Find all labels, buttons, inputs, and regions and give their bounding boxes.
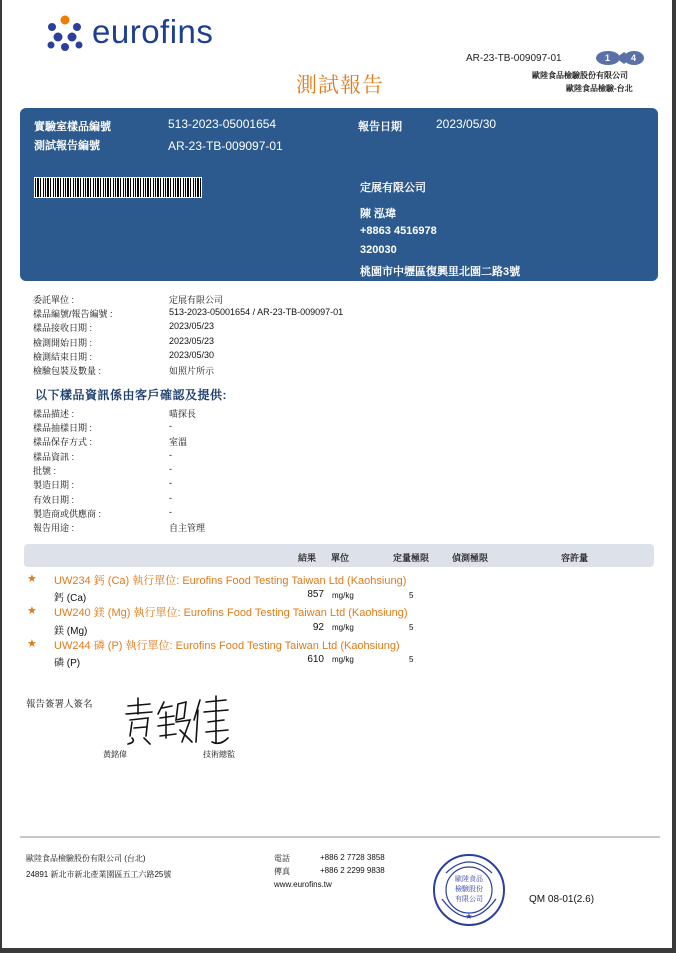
client-info-label: 有效日期 : — [33, 495, 75, 505]
result-unit: mg/kg — [332, 655, 354, 664]
report-date-label: 報告日期 — [358, 121, 402, 133]
page-total: 4 — [631, 53, 637, 63]
company-line2: 歐陸食品檢驗-台北 — [566, 84, 633, 93]
report-date-value: 2023/05/30 — [436, 117, 497, 131]
footer-fax-label: 傳真 — [274, 867, 290, 876]
test-title: UW244 磷 (P) 執行單位: Eurofins Food Testing Taiwan Ltd (Kaohsiung) — [54, 640, 400, 652]
client-address: 桃園市中壢區復興里北園二路3號 — [360, 266, 521, 278]
footer-company: 歐陸食品檢驗股份有限公司 (台北) — [26, 854, 146, 863]
footer-tel-label: 電話 — [274, 854, 290, 863]
accredited-star-icon: ★ — [27, 605, 37, 617]
company-seal — [432, 853, 506, 927]
detail-value: 如照片所示 — [169, 366, 215, 376]
footer-website: www.eurofins.tw — [274, 880, 332, 889]
analyte-name: 鎂 (Mg) — [54, 626, 88, 637]
logo-wordmark: eurofins — [92, 13, 214, 50]
header-loq: 定量極限 — [393, 553, 430, 563]
summary-panel — [20, 108, 658, 281]
detail-value: 定展有限公司 — [169, 295, 224, 305]
client-section-title: 以下樣品資訊係由客戶確認及提供: — [35, 388, 227, 402]
client-info-value: - — [169, 493, 172, 503]
page-current: 1 — [605, 53, 611, 63]
page-badge — [596, 51, 644, 65]
report-no-label: 測試報告編號 — [34, 140, 100, 152]
detail-value: 2023/05/23 — [169, 321, 215, 331]
client-info-value: - — [169, 507, 172, 517]
result-value: 610 — [307, 654, 324, 665]
lab-sample-label: 實驗室樣品編號 — [34, 121, 111, 133]
eurofins-logo-icon — [46, 15, 84, 53]
result-value: 92 — [312, 622, 324, 633]
header-tolerance: 容許量 — [561, 553, 589, 563]
seal-line3: 有限公司 — [455, 896, 483, 903]
client-info-label: 樣品資訊 : — [33, 452, 75, 462]
client-info-label: 樣品描述 : — [33, 409, 75, 419]
header-unit: 單位 — [331, 553, 350, 563]
contact-phone: +8863 4516978 — [360, 225, 437, 237]
detail-value: 513-2023-05001654 / AR-23-TB-009097-01 — [169, 307, 344, 317]
detail-value: 2023/05/23 — [169, 336, 215, 346]
header-lod: 偵測極限 — [452, 553, 489, 563]
company-line1: 歐陸食品檢驗股份有限公司 — [532, 71, 628, 80]
analyte-name: 鈣 (Ca) — [54, 593, 87, 604]
detail-label: 檢驗包裝及數量 : — [33, 366, 102, 376]
svg-text:★: ★ — [465, 912, 473, 921]
signature-label: 報告簽署人簽名 — [26, 699, 93, 710]
accredited-star-icon: ★ — [27, 638, 37, 650]
contact-name: 陳 泓瑋 — [360, 208, 397, 220]
result-value: 857 — [307, 589, 324, 600]
detail-label: 委託單位 : — [33, 295, 75, 305]
results-header — [24, 544, 654, 567]
form-code: QM 08-01(2.6) — [529, 894, 595, 905]
page-title: 測試報告 — [296, 74, 384, 97]
accredited-star-icon: ★ — [27, 573, 37, 585]
analyte-name: 磷 (P) — [54, 658, 81, 669]
client-info-label: 報告用途 : — [33, 523, 75, 533]
footer-fax-value: +886 2 2299 9838 — [320, 866, 385, 875]
client-info-value: 喵探長 — [169, 409, 197, 419]
test-title: UW240 鎂 (Mg) 執行單位: Eurofins Food Testing Taiwan Ltd (Kaohsiung) — [54, 607, 408, 619]
signature-image-icon — [120, 692, 235, 747]
result-unit: mg/kg — [332, 591, 354, 600]
page-badge-icon — [596, 51, 644, 65]
result-loq: 5 — [409, 623, 414, 632]
detail-label: 檢測開始日期 : — [33, 338, 93, 348]
detail-label: 樣品接收日期 : — [33, 323, 93, 333]
client-info-label: 樣品保存方式 : — [33, 437, 93, 447]
client-info-label: 樣品抽樣日期 : — [33, 423, 93, 433]
lab-sample-value: 513-2023-05001654 — [168, 117, 277, 131]
report-no-value: AR-23-TB-009097-01 — [168, 139, 283, 153]
client-info-value: - — [169, 464, 172, 474]
client-info-value: - — [169, 421, 172, 431]
client-info-label: 製造商或供應商 : — [33, 509, 102, 519]
doc-number: AR-23-TB-009097-01 — [466, 53, 562, 64]
seal-line1: 歐陸食品 — [455, 876, 483, 883]
report-page — [2, 0, 672, 948]
signer-title: 技術總監 — [203, 750, 235, 759]
header-result: 結果 — [298, 553, 317, 563]
client-company: 定展有限公司 — [360, 182, 426, 194]
barcode — [34, 177, 202, 198]
result-loq: 5 — [409, 655, 414, 664]
client-info-label: 製造日期 : — [33, 480, 75, 490]
client-info-label: 批號 : — [33, 466, 57, 476]
result-unit: mg/kg — [332, 623, 354, 632]
footer-divider — [20, 836, 660, 838]
detail-value: 2023/05/30 — [169, 350, 215, 360]
client-info-value: 自主管理 — [169, 523, 206, 533]
footer-address: 24891 新北市新北產業園區五工六路25號 — [26, 870, 172, 879]
detail-label: 檢測結束日期 : — [33, 352, 93, 362]
seal-line2: 檢驗股份 — [455, 886, 483, 893]
postcode: 320030 — [360, 244, 397, 256]
footer-tel-value: +886 2 7728 3858 — [320, 853, 385, 862]
signer-name: 黃銘偉 — [103, 750, 127, 759]
client-info-value: 室溫 — [169, 437, 188, 447]
detail-label: 樣品編號/報告編號 : — [33, 309, 113, 319]
test-title: UW234 鈣 (Ca) 執行單位: Eurofins Food Testing Taiwan Ltd (Kaohsiung) — [54, 575, 407, 587]
result-loq: 5 — [409, 591, 414, 600]
client-info-value: - — [169, 478, 172, 488]
client-info-value: - — [169, 450, 172, 460]
